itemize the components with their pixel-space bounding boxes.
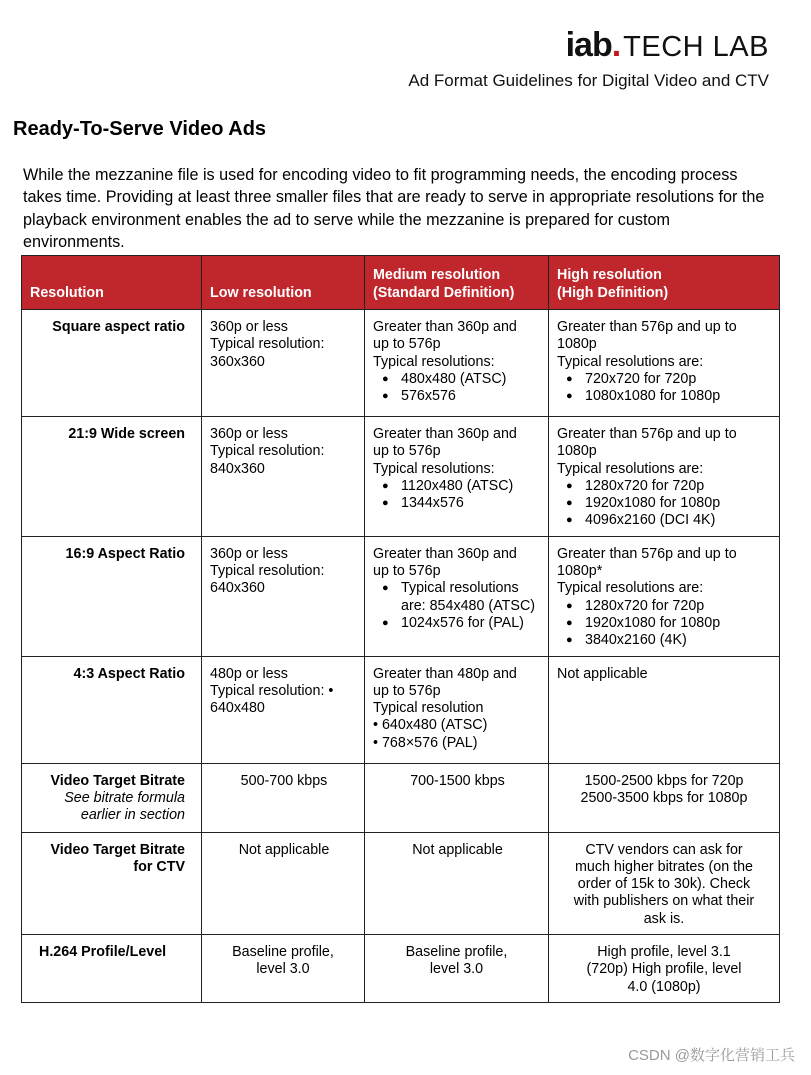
cell-ctv-medium: Not applicable (365, 832, 549, 934)
row-label-h264: H.264 Profile/Level (22, 935, 202, 1003)
list-item: ● 3840x2160 (4K) (557, 632, 773, 649)
intro-paragraph: While the mezzanine file is used for encoding video to fit programming needs, the encoding process takes time. Providing at least three smaller files that are ready to serve in appropriate resolutions for the playback environment enables the ad to serve while the mezzanine is prepared for custom environments. (23, 166, 765, 252)
cell-4-3-medium: Greater than 480p and up to 576p Typical resolution • 640x480 (ATSC) • 768×576 (PAL) (365, 656, 549, 763)
table-row-16-9 (22, 536, 780, 656)
list-item: ● 1920x1080 for 1080p (557, 495, 773, 512)
resolution-table (21, 255, 780, 1003)
list-item: ● Typical resolutions are: 854x480 (ATSC) (373, 580, 542, 615)
cell-h264-high: High profile, level 3.1 (720p) High profile, level 4.0 (1080p) (549, 935, 780, 1003)
list-item: ● 1344x576 (373, 495, 542, 512)
document-subtitle: Ad Format Guidelines for Digital Video and CTV (408, 71, 769, 90)
table-header-row (22, 256, 780, 310)
list-item: ● 4096x2160 (DCI 4K) (557, 512, 773, 529)
header-high-resolution: High resolution (High Definition) (549, 256, 780, 310)
cell-bitrate-high: 1500-2500 kbps for 720p 2500-3500 kbps for 1080p (549, 763, 780, 832)
table-row-bitrate (22, 763, 780, 832)
cell-ctv-low: Not applicable (202, 832, 365, 934)
list-item: ● 1024x576 for (PAL) (373, 615, 542, 632)
section-title: Ready-To-Serve Video Ads (13, 118, 267, 140)
list-item: ● 1280x720 for 720p (557, 598, 773, 615)
cell-wide-high: Greater than 576p and up to 1080p Typical resolutions are: ● 1280x720 for 720p ● 1920x1080 for 1080p ● 4096x2160 (DCI 4K) (549, 417, 780, 537)
logo-dot: . (611, 26, 622, 64)
list-item: ● 480x480 (ATSC) (373, 371, 542, 388)
list-item: ● 720x720 for 720p (557, 371, 773, 388)
list-item: ● 1920x1080 for 1080p (557, 615, 773, 632)
cell-4-3-high: Not applicable (549, 656, 780, 763)
cell-wide-low: 360p or less Typical resolution: 840x360 (202, 417, 365, 537)
cell-4-3-low: 480p or less Typical resolution: • 640x480 (202, 656, 365, 763)
cell-ctv-high: CTV vendors can ask for much higher bitrates (on the order of 15k to 30k). Check with publishers on what their ask is. (549, 832, 780, 934)
cell-square-medium: Greater than 360p and up to 576p Typical resolutions: ● 480x480 (ATSC) ● 576x576 (365, 310, 549, 417)
list-item: ● 1080x1080 for 1080p (557, 388, 773, 405)
cell-16-9-medium: Greater than 360p and up to 576p ● Typical resolutions are: 854x480 (ATSC) ● 1024x576 for (PAL) (365, 536, 549, 656)
bitrate-note: See bitrate formula earlier in section (64, 789, 185, 824)
cell-wide-medium: Greater than 360p and up to 576p Typical resolutions: ● 1120x480 (ATSC) ● 1344x576 (365, 417, 549, 537)
list-item: ● 1280x720 for 720p (557, 478, 773, 495)
row-label-ctv-bitrate: Video Target Bitrate for CTV (22, 832, 202, 934)
row-label-square: Square aspect ratio (22, 310, 202, 417)
header-low-resolution: Low resolution (202, 256, 365, 310)
cell-h264-medium: Baseline profile, level 3.0 (365, 935, 549, 1003)
cell-16-9-high: Greater than 576p and up to 1080p* Typical resolutions are: ● 1280x720 for 720p ● 1920x1080 for 1080p ● 3840x2160 (4K) (549, 536, 780, 656)
cell-bitrate-medium: 700-1500 kbps (365, 763, 549, 832)
cell-h264-low: Baseline profile, level 3.0 (202, 935, 365, 1003)
watermark: CSDN @数字化营销工兵 (628, 1047, 795, 1064)
cell-square-high: Greater than 576p and up to 1080p Typical resolutions are: ● 720x720 for 720p ● 1080x1080 for 1080p (549, 310, 780, 417)
table-row-h264 (22, 935, 780, 1003)
cell-16-9-low: 360p or less Typical resolution: 640x360 (202, 536, 365, 656)
row-label-wide-screen: 21:9 Wide screen (22, 417, 202, 537)
row-label-bitrate: Video Target Bitrate See bitrate formula earlier in section (22, 763, 202, 832)
iab-tech-lab-logo (566, 26, 769, 66)
table-row-square (22, 310, 780, 417)
row-label-16-9: 16:9 Aspect Ratio (22, 536, 202, 656)
logo-iab-text: iab (565, 26, 612, 64)
table-row-4-3 (22, 656, 780, 763)
table-row-ctv-bitrate (22, 832, 780, 934)
row-label-4-3: 4:3 Aspect Ratio (22, 656, 202, 763)
header-medium-resolution: Medium resolution (Standard Definition) (365, 256, 549, 310)
table-row-wide-screen (22, 417, 780, 537)
cell-bitrate-low: 500-700 kbps (202, 763, 365, 832)
header-resolution: Resolution (22, 256, 202, 310)
logo-tech-lab-text: TECH LAB (623, 31, 769, 63)
list-item: ● 576x576 (373, 388, 542, 405)
cell-square-low: 360p or less Typical resolution: 360x360 (202, 310, 365, 417)
list-item: ● 1120x480 (ATSC) (373, 478, 542, 495)
